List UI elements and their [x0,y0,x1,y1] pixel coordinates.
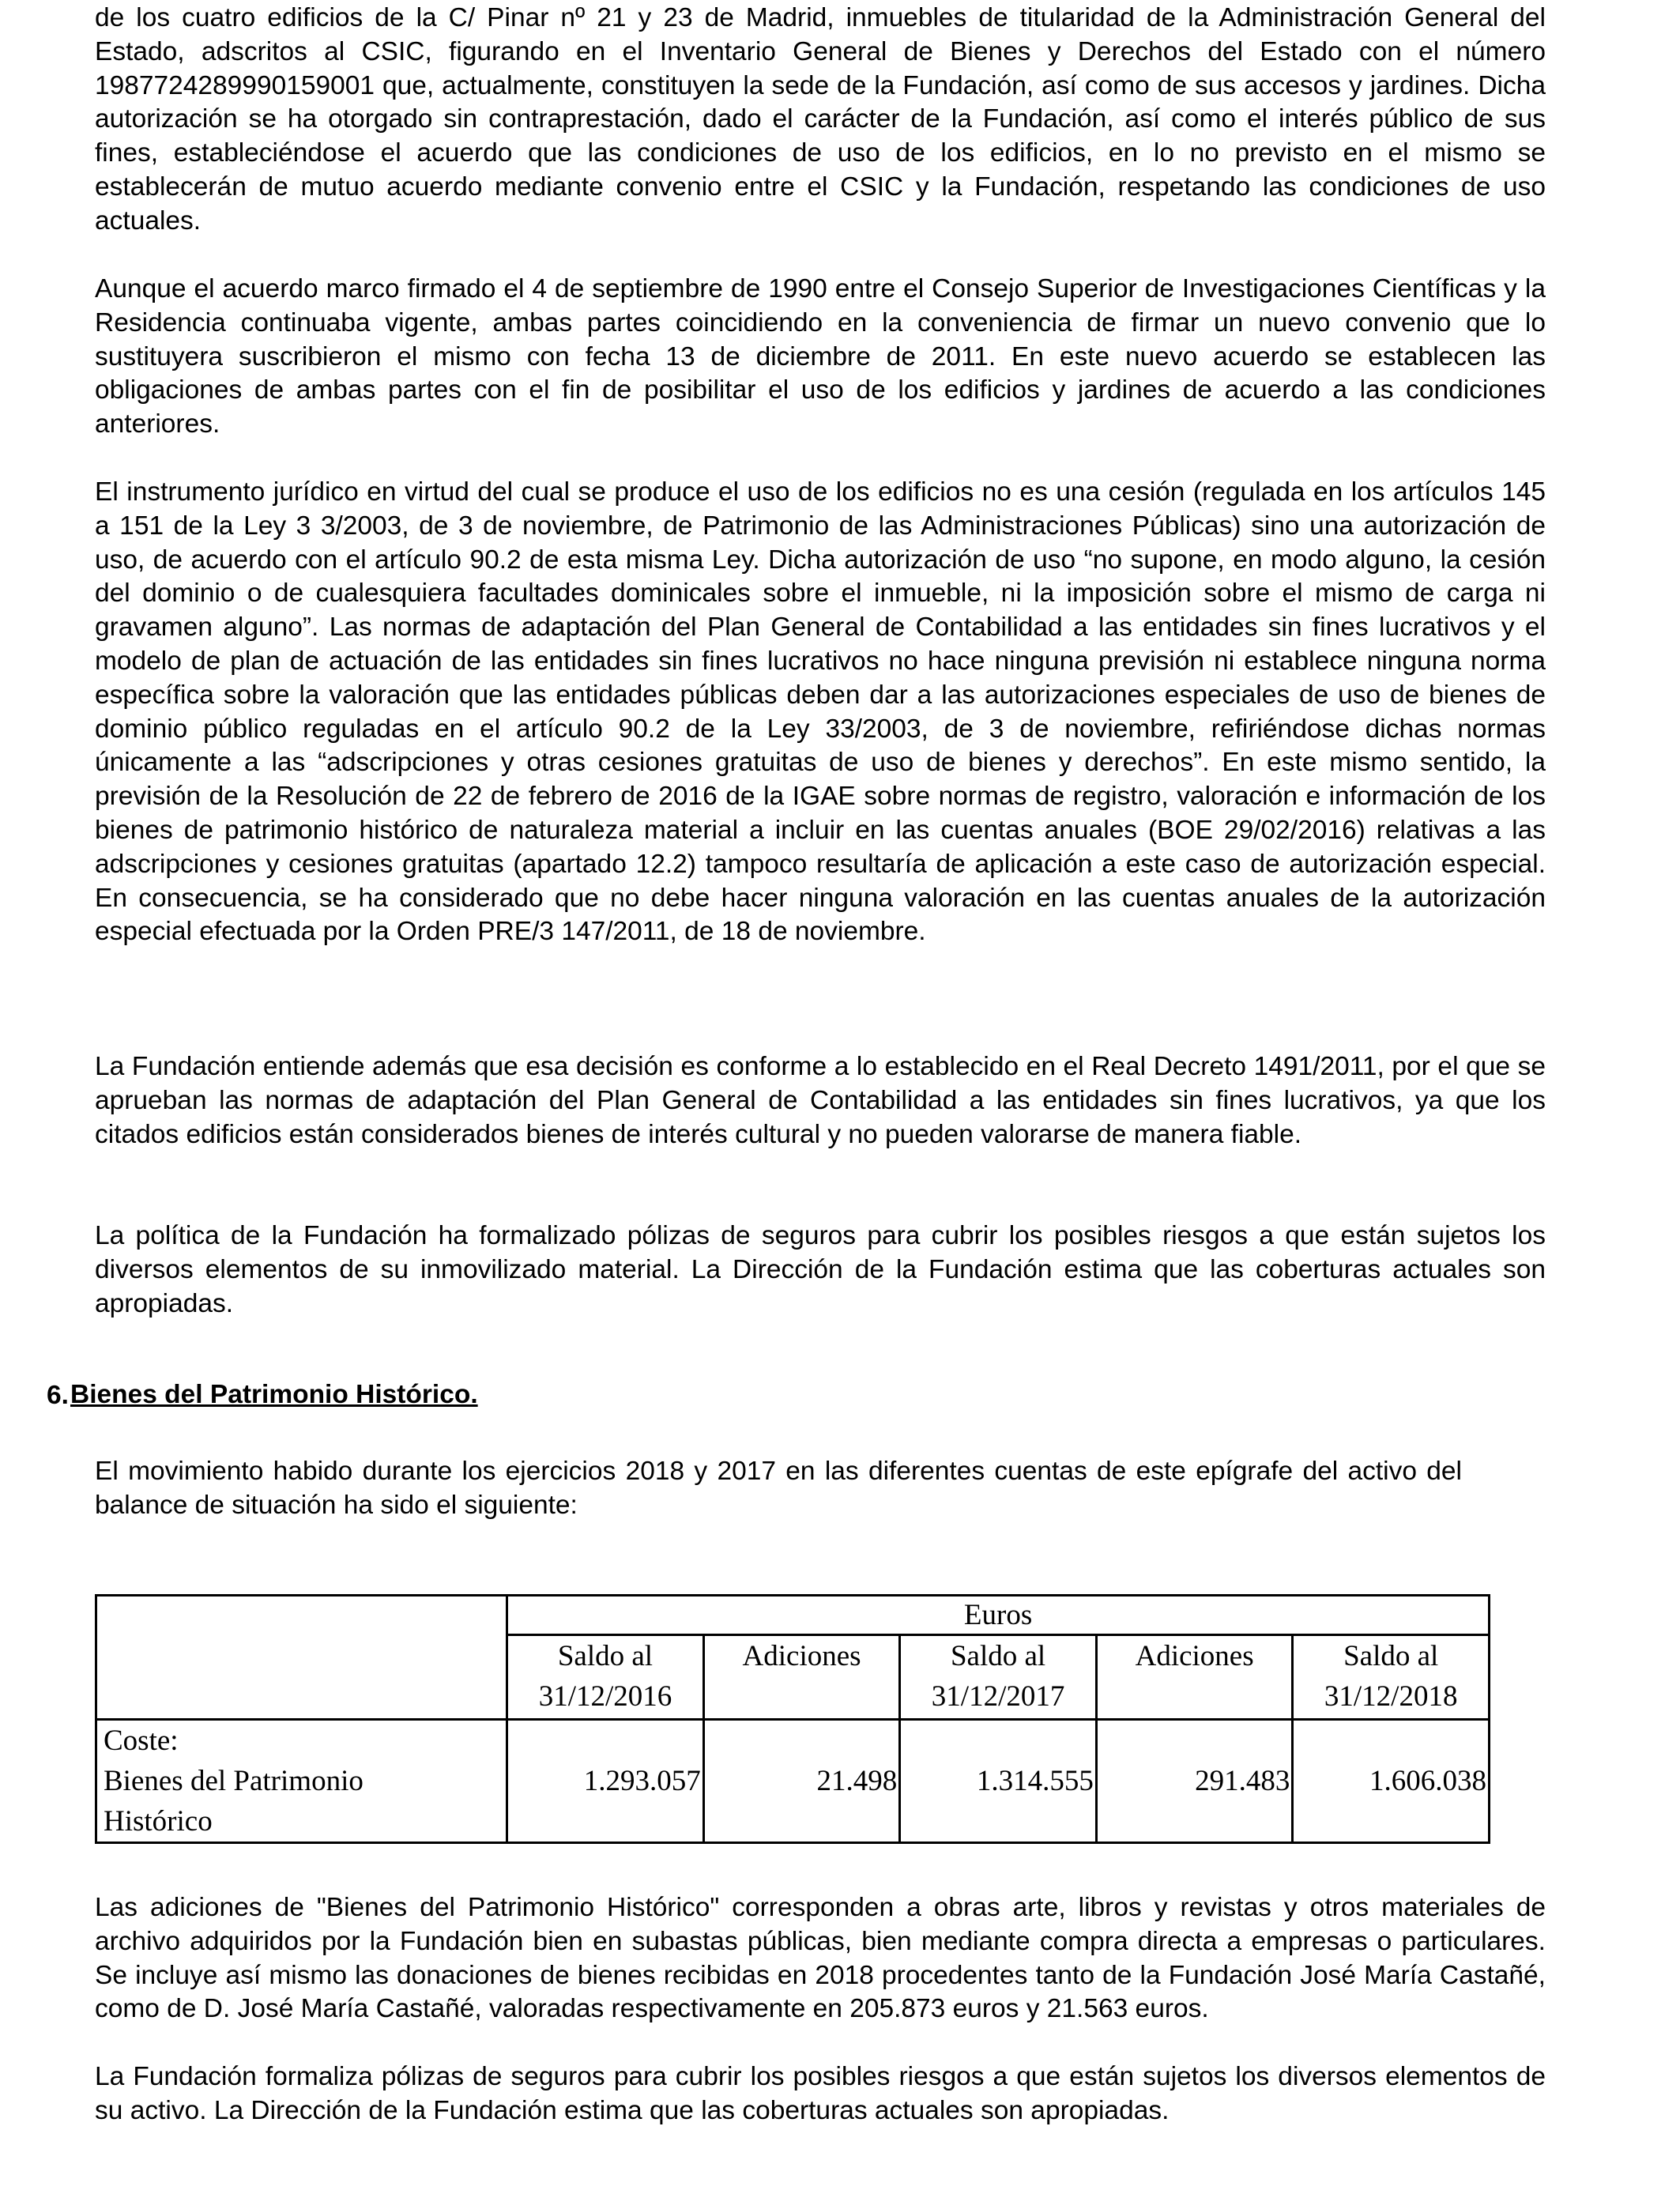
column-header: Saldo al 31/12/2017 [900,1635,1097,1720]
section-heading [21,1378,478,1413]
heritage-assets-table [95,1594,1490,1844]
value-cell: 1.606.038 [1293,1720,1490,1843]
table-empty-cell [96,1596,507,1635]
section-number: 6. [47,1380,69,1410]
column-header: Adiciones [703,1635,900,1720]
value-cell: 291.483 [1096,1720,1293,1843]
paragraph-insurance-assets: La Fundación formaliza pólizas de seguros para cubrir los posibles riesgos a que están sujetos los diversos elementos de su activo. La Dirección de la Fundación estima que las coberturas actuales son apropiadas. [95,2062,1546,2125]
paragraph-additions: Las adiciones de "Bienes del Patrimonio Histórico" corresponden a obras arte, libros y revistas y otros materiales de archivo adquiridos por la Fundación bien en subastas públicas, bien mediante compra directa a empresas o particulares. Se incluye así mismo las donaciones de bienes recibidas en 2018 procedentes tanto de la Fundación José María Castañé, como de D. José María Castañé, valoradas respectivamente en 205.873 euros y 21.563 euros. [95,1893,1546,2024]
paragraph-framework-agreement: Aunque el acuerdo marco firmado el 4 de septiembre de 1990 entre el Consejo Superior de Investigaciones Científicas y la Residencia continuaba vigente, ambas partes coincidiendo en la conveniencia de firmar un nuevo convenio que lo sustituyera suscribieron el mismo con fecha 13 de diciembre de 2011. En este nuevo acuerdo se establecen las obligaciones de ambas partes con el fin de posibilitar el uso de los edificios y jardines de acuerdo a las condiciones anteriores. [95,274,1546,439]
unit-header: Euros [507,1596,1490,1635]
paragraph-authorization: de los cuatro edificios de la C/ Pinar nº 21 y 23 de Madrid, inmuebles de titularidad de la Administración General del Estado, adscritos al CSIC, figurando en el Inventario General de Bienes y Derechos del Estado con el número 1987724289990159001 que, actualmente, constituyen la sede de la Fundación, así como de sus accesos y jardines. Dicha autorización se ha otorgado sin contraprestación, dado el carácter de la Fundación, así como el interés público de sus fines, estableciéndose el acuerdo que las condiciones de uso de los edificios, en lo no previsto en el mismo se establecerán de mutuo acuerdo mediante convenio entre el CSIC y la Fundación, respetando las condiciones de uso actuales. [95,3,1546,236]
column-header: Saldo al 31/12/2018 [1293,1635,1490,1720]
value-cell: 1.293.057 [507,1720,704,1843]
row-label: Coste: Bienes del Patrimonio Histórico [96,1720,507,1843]
section-intro: El movimiento habido durante los ejercicios 2018 y 2017 en las diferentes cuentas de este epígrafe del activo del balance de situación ha sido el siguiente: [95,1457,1462,1520]
value-cell: 1.314.555 [900,1720,1097,1843]
paragraph-legal-instrument: El instrumento jurídico en virtud del cual se produce el uso de los edificios no es una cesión (regulada en los artículos 145 a 151 de la Ley 3 3/2003, de 3 de noviembre, de Patrimonio de las Administraciones Públicas) sino una autorización de uso, de acuerdo con el artículo 90.2 de esta misma Ley. Dicha autorización de uso “no supone, en modo alguno, la cesión del dominio o de cualesquiera facultades dominicales sobre el inmueble, ni la imposición sobre el mismo de carga ni gravamen alguno”. Las normas de adaptación del Plan General de Contabilidad a las entidades sin fines lucrativos y el modelo de plan de actuación de las entidades sin fines lucrativos no hace ninguna previsión ni establece ninguna norma específica sobre la valoración que las entidades públicas deben dar a las autorizaciones especiales de uso de bienes de dominio público reguladas en el artículo 90.2 de la Ley 33/2003, de 3 de noviembre, refiriéndose dichas normas únicamente a las “adscripciones y otras cesiones gratuitas de uso de bienes y derechos”. En este mismo sentido, la previsión de la Resolución de 22 de febrero de 2016 de la IGAE sobre normas de registro, valoración e información de los bienes de patrimonio histórico de naturaleza material a incluir en las cuentas anuales (BOE 29/02/2016) relativas a las adscripciones y cesiones gratuitas (apartado 12.2) tampoco resultaría de aplicación a este caso de autorización especial. En consecuencia, se ha considerado que no debe hacer ninguna valoración en las cuentas anuales de la autorización especial efectuada por la Orden PRE/3 147/2011, de 18 de noviembre. [95,477,1546,947]
paragraph-royal-decree: La Fundación entiende además que esa decisión es conforme a lo establecido en el Real Decreto 1491/2011, por el que se aprueban las normas de adaptación del Plan General de Contabilidad a las entidades sin fines lucrativos, ya que los citados edificios están considerados bienes de interés cultural y no pueden valorarse de manera fiable. [95,1052,1546,1149]
table-row [96,1720,1490,1843]
paragraph-insurance-policy: La política de la Fundación ha formalizado pólizas de seguros para cubrir los posibles riesgos a que están sujetos los diversos elementos de su inmovilizado material. La Dirección de la Fundación estima que las coberturas actuales son apropiadas. [95,1221,1546,1318]
section-title: Bienes del Patrimonio Histórico. [70,1380,478,1409]
value-cell: 21.498 [703,1720,900,1843]
column-header: Adiciones [1096,1635,1293,1720]
table-empty-cell [96,1635,507,1720]
column-header: Saldo al 31/12/2016 [507,1635,704,1720]
